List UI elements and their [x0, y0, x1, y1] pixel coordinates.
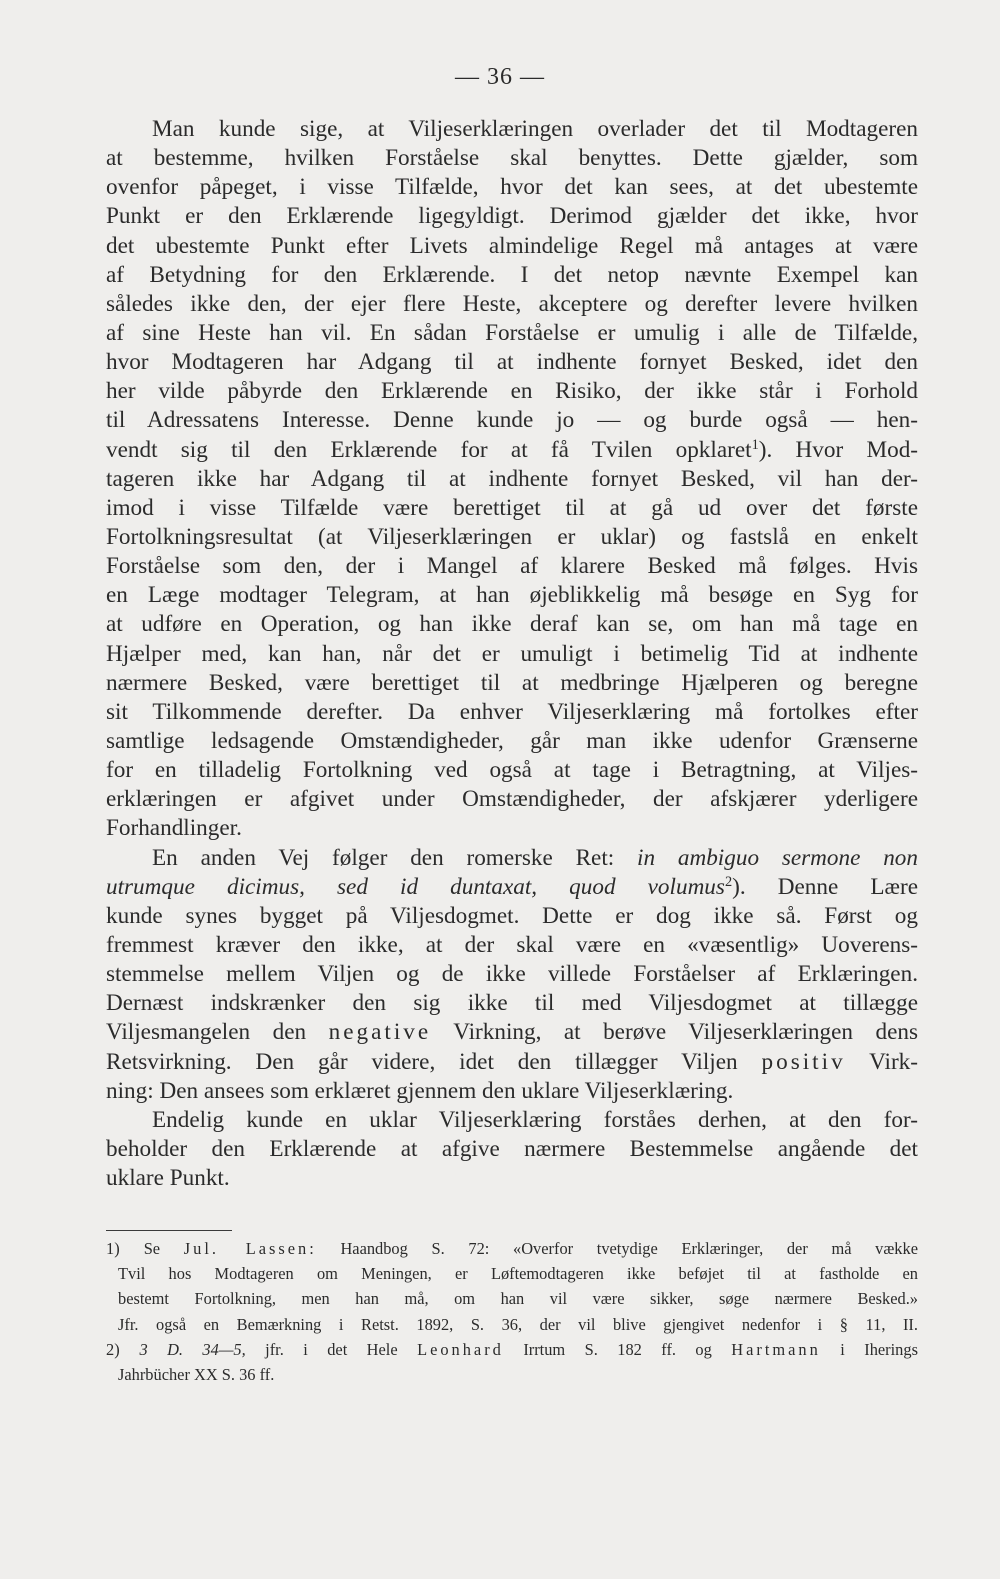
text-line: uklare Punkt.: [106, 1165, 230, 1192]
text-line: tageren ikke har Adgang til at indhente fornyet Besked, vil han der-: [106, 465, 918, 492]
text-line: [106, 844, 918, 873]
footnote-line: [106, 1337, 918, 1362]
text-segment: Irrtum S. 182 ff. og: [523, 1339, 712, 1359]
latin-quote: in ambiguo sermone non: [637, 844, 918, 871]
footnote-line: Jahrbücher XX S. 36 ff.: [118, 1364, 275, 1384]
text-line: Endelig kunde en uklar Viljeserklæring forståes derhen, at den for-: [152, 1106, 918, 1133]
author-name: Hartmann: [731, 1339, 821, 1359]
text-line: således ikke den, der ejer flere Heste, akceptere og derefter levere hvilken: [106, 290, 918, 317]
text-line: til Adressatens Interesse. Denne kunde jo — og burde også — hen-: [106, 407, 918, 434]
text-line: det ubestemte Punkt efter Livets almindelige Regel må antages at være: [106, 232, 918, 259]
text-line: ovenfor påpeget, i visse Tilfælde, hvor det kan sees, at det ubestemte: [106, 174, 918, 201]
paragraph-2: [106, 844, 918, 1106]
text-line: af sine Heste han vil. En sådan Forståelse er umulig i alle de Tilfælde,: [106, 319, 918, 346]
text-line: at udføre en Operation, og han ikke deraf kan se, om han må tage en: [106, 611, 918, 638]
text-segment: jfr. i det Hele: [265, 1339, 398, 1359]
spaced-emphasis: positiv: [761, 1048, 846, 1075]
text-segment: Retsvirkning. Den går videre, idet den tillægger Viljen: [106, 1048, 738, 1075]
footnote-ref-2[interactable]: 2: [724, 873, 733, 890]
text-segment: Viljesmangelen den: [106, 1019, 307, 1046]
text-segment: ). Denne Lære: [732, 873, 918, 900]
paragraph-1: [106, 115, 918, 844]
citation-ref: 3 D. 34—5,: [139, 1339, 246, 1359]
author-name: Jul. Lassen:: [183, 1239, 317, 1258]
text-line: Fortolkningsresultat (at Viljeserklæringen er uklar) og fastslå en enkelt: [106, 523, 918, 550]
text-line: fremmest kræver den ikke, at der skal være en «væsentlig» Uoverens-: [106, 931, 918, 958]
text-segment: En anden Vej følger den romerske Ret:: [152, 844, 615, 871]
text-line: sit Tilkommende derefter. Da enhver Viljeserklæring må fortolkes efter: [106, 698, 918, 725]
text-line: beholder den Erklærende at afgive nærmere Bestemmelse angående det: [106, 1135, 918, 1162]
text-line: Man kunde sige, at Viljeserklæringen overlader det til Modtageren: [152, 116, 918, 142]
footnote-mark: 2): [106, 1339, 120, 1359]
text-line: Dernæst indskrænker den sig ikke til med Viljesdogmet at tillægge: [106, 990, 918, 1017]
footnote-1: [106, 1236, 918, 1337]
text-line: at bestemme, hvilken Forståelse skal benyttes. Dette gjælder, som: [106, 145, 918, 172]
text-line: Punkt er den Erklærende ligegyldigt. Derimod gjælder det ikke, hvor: [106, 203, 918, 230]
text-line: her vilde påbyrde den Erklærende en Risiko, der ikke står i Forhold: [106, 378, 918, 405]
text-segment: vendt sig til den Erklærende for at få Tvilen opklaret: [106, 436, 752, 463]
text-segment: Virkning, at berøve Viljeserklæringen dens: [453, 1019, 918, 1046]
footnotes: [106, 1236, 918, 1387]
text-segment: i Iherings: [840, 1339, 918, 1359]
text-segment: Haandbog S. 72: «Overfor tvetydige Erklæringer, der må vække: [340, 1239, 918, 1258]
footnote-mark: 1): [106, 1239, 120, 1258]
text-line: stemmelse mellem Viljen og de ikke villede Forståelser af Erklæringen.: [106, 961, 918, 988]
text-line: [106, 436, 918, 465]
footnote-line: bestemt Fortolkning, men han må, om han vil være sikker, søge nærmere Besked.»: [118, 1289, 918, 1309]
footnote-2: [106, 1337, 918, 1387]
text-line: [106, 1018, 918, 1047]
text-line: hvor Modtageren har Adgang til at indhente fornyet Besked, idet den: [106, 349, 918, 376]
footnote-line: Jfr. også en Bemærkning i Retst. 1892, S. 36, der vil blive gjengivet nedenfor i § 11, II.: [118, 1314, 918, 1334]
footnote-line: Tvil hos Modtageren om Meningen, er Løftemodtageren ikke beføjet til at fastholde en: [118, 1264, 918, 1284]
text-line: samtlige ledsagende Omstændigheder, går man ikke udenfor Grænserne: [106, 727, 918, 754]
text-line: for en tilladelig Fortolkning ved også at tage i Betragtning, at Viljes-: [106, 757, 918, 784]
latin-quote: utrumque dicimus, sed id duntaxat, quod volumus: [106, 873, 725, 900]
text-line: erklæringen er afgivet under Omstændigheder, der afskjærer yderligere: [106, 786, 918, 813]
text-line: [106, 1048, 918, 1077]
spaced-emphasis: negative: [328, 1019, 432, 1046]
text-segment: Se: [143, 1239, 161, 1258]
text-segment: ). Hvor Mod-: [758, 436, 919, 463]
paragraph-3: [106, 1106, 918, 1193]
text-line: nærmere Besked, være berettiget til at medbringe Hjælperen og beregne: [106, 669, 918, 696]
text-line: ning: Den ansees som erklæret gjennem den uklare Viljeserklæring.: [106, 1077, 734, 1104]
author-name: Leonhard: [417, 1339, 504, 1359]
text-line: Forståelse som den, der i Mangel af klarere Besked må følges. Hvis: [106, 553, 918, 580]
page-number: — 36 —: [455, 64, 545, 90]
text-line: kunde synes bygget på Viljesdogmet. Dette er dog ikke så. Først og: [106, 902, 918, 929]
text-line: imod i visse Tilfælde være berettiget til at gå ud over det første: [106, 494, 918, 521]
footnote-line: [106, 1236, 918, 1261]
text-line: Forhandlinger.: [106, 815, 242, 842]
footnote-divider: [106, 1230, 232, 1231]
text-line: en Læge modtager Telegram, at han øjeblikkelig må besøge en Syg for: [106, 582, 918, 609]
text-line: [106, 873, 918, 902]
text-segment: Virk-: [869, 1048, 918, 1075]
text-line: af Betydning for den Erklærende. I det netop nævnte Exempel kan: [106, 261, 918, 288]
footnote-ref-1[interactable]: 1: [751, 436, 759, 453]
body-text: [106, 115, 918, 1193]
text-line: Hjælper med, kan han, når det er umuligt i betimelig Tid at indhente: [106, 640, 918, 667]
